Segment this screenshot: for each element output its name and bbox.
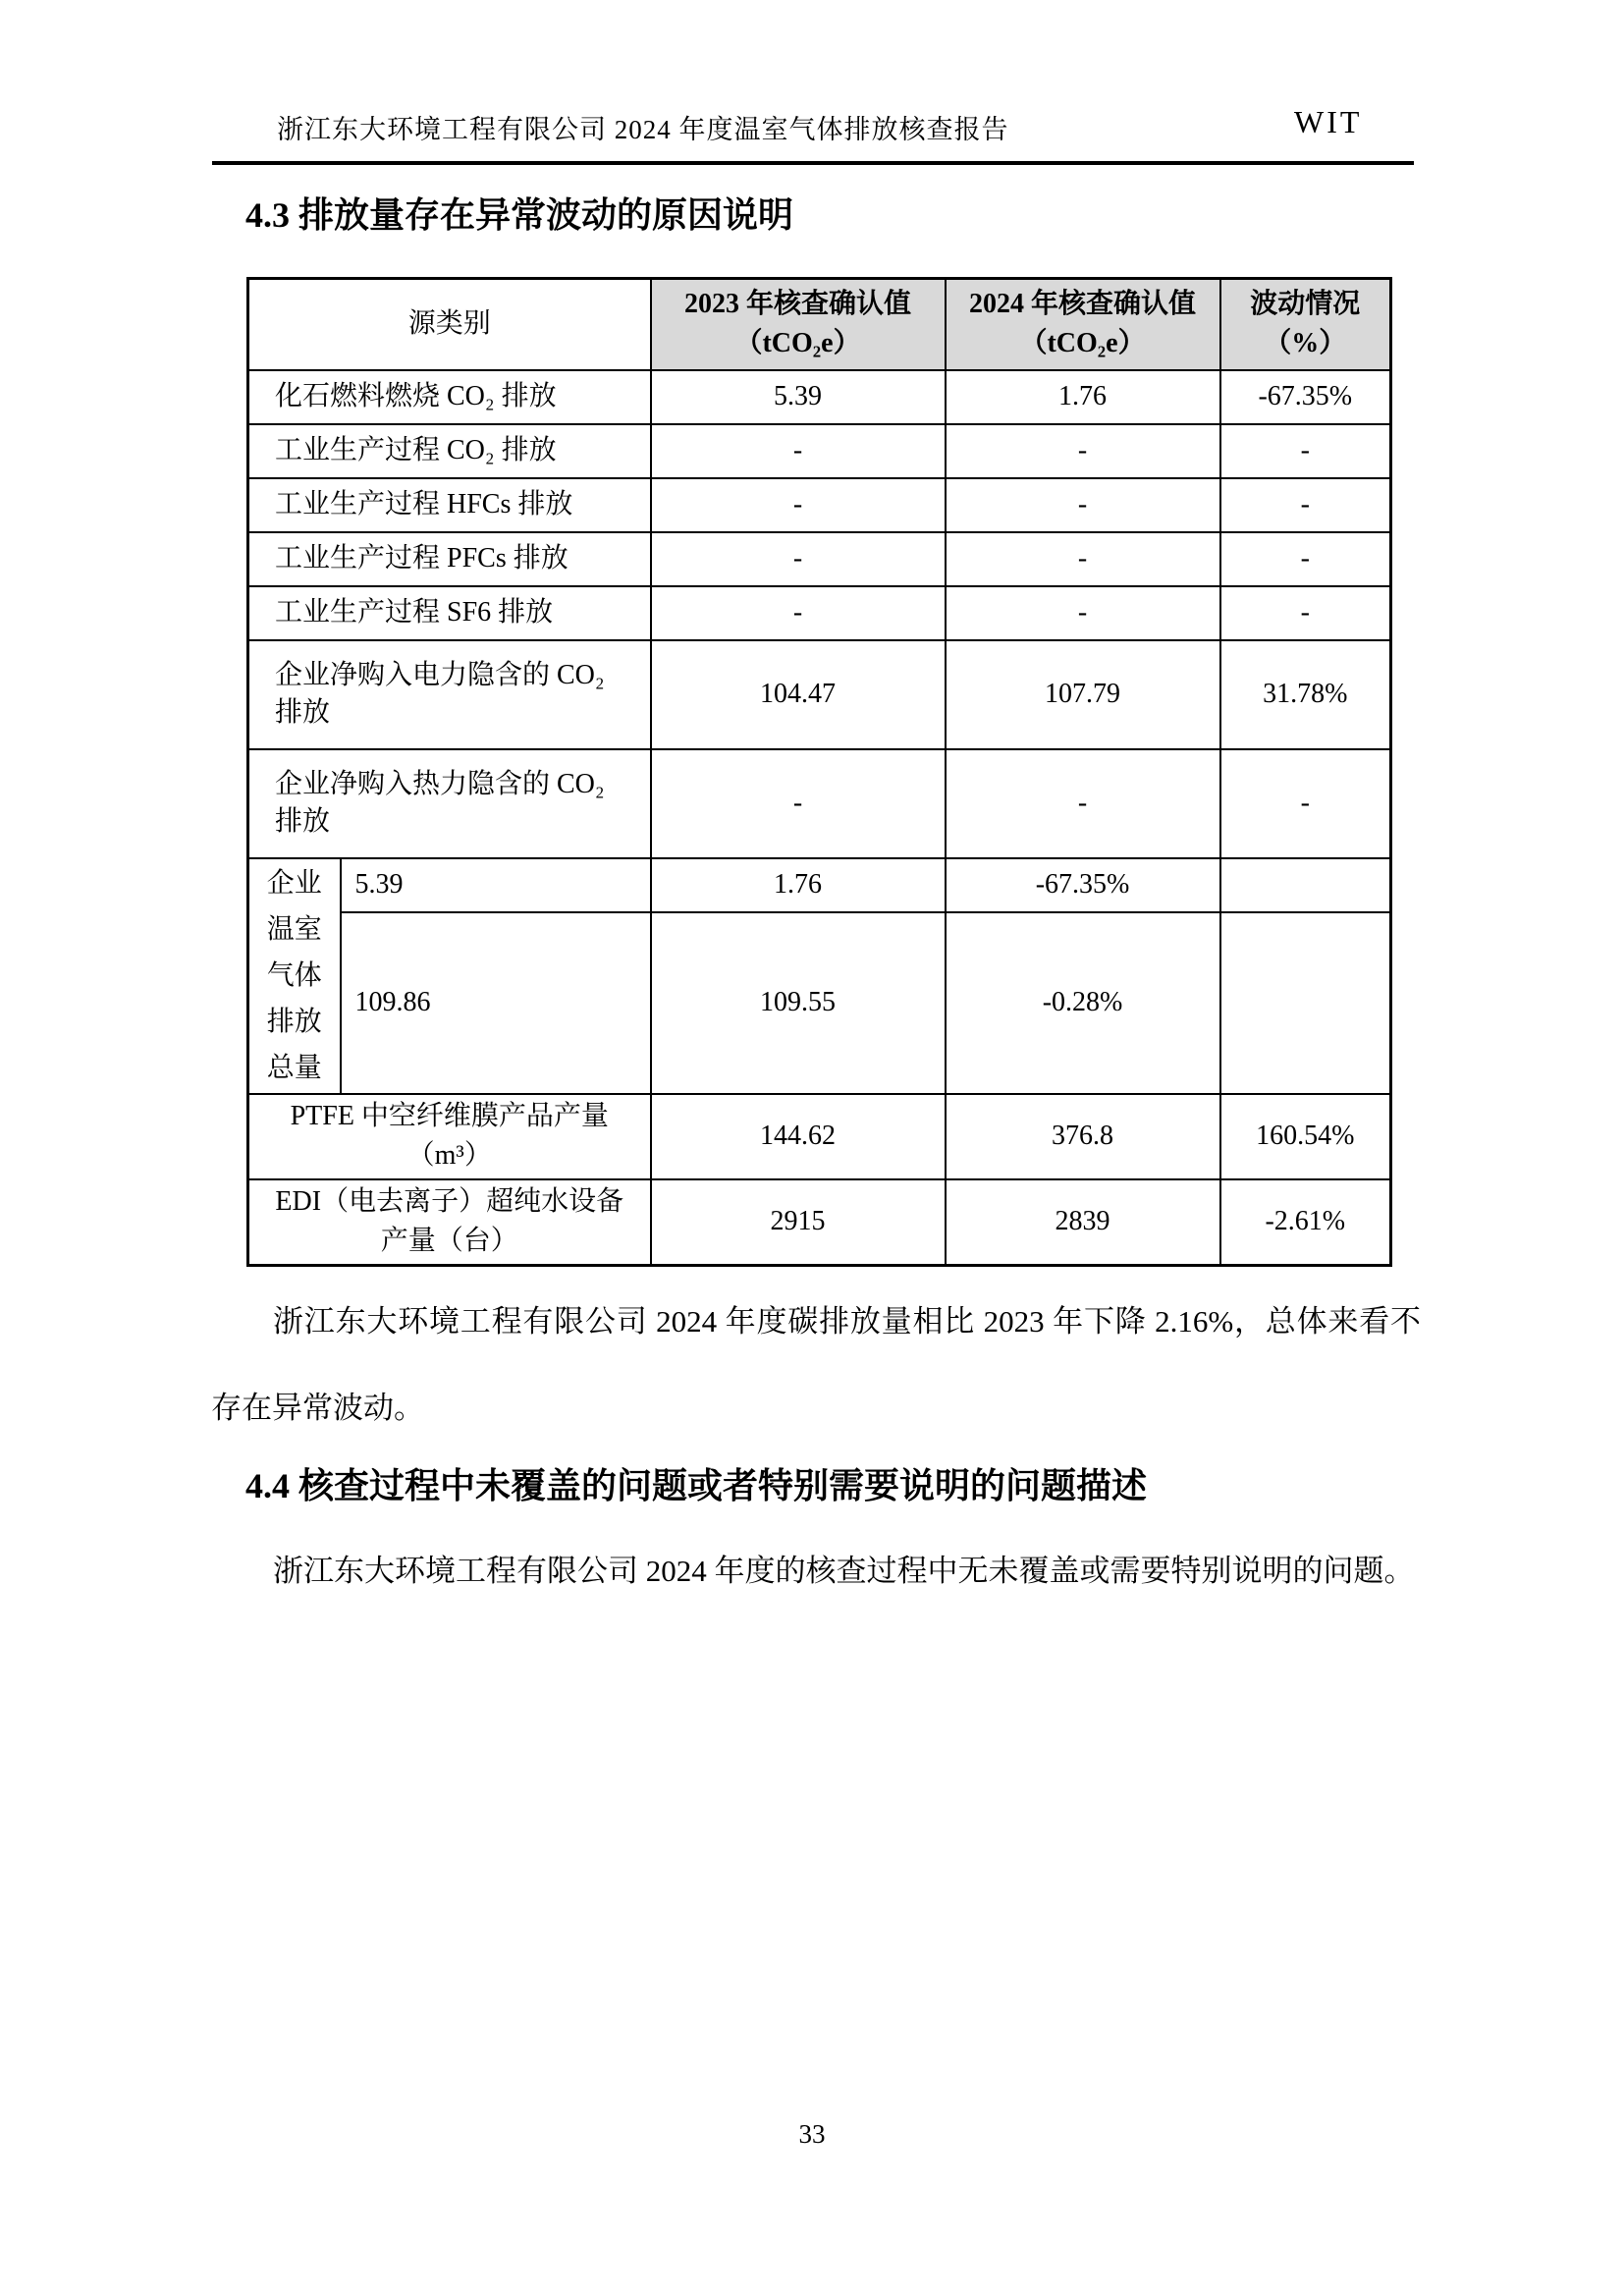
row-label-cell: 化石燃料燃烧 CO₂ 排放 (248, 370, 651, 424)
row-label-cell (248, 1094, 651, 1179)
value-2023-cell: 5.39 (651, 370, 946, 424)
total-block-vertical-label (248, 858, 341, 1094)
value-2023-cell: 2915 (651, 1179, 946, 1266)
document-header-title: 浙江东大环境工程有限公司 2024 年度温室气体排放核查报告 (277, 115, 1009, 144)
total-block-subrow (248, 912, 1391, 1094)
fluctuation-cell: - (1220, 586, 1391, 640)
fluctuation-cell: -2.61% (1220, 1179, 1391, 1266)
total-subrow-cell: 1.76 (651, 858, 946, 912)
edi-label-line2: 产量（台） (380, 1226, 518, 1257)
value-2024-cell: - (946, 749, 1220, 858)
table-row (248, 1094, 1391, 1179)
fluctuation-cell: - (1220, 424, 1391, 478)
value-2023-cell: - (651, 478, 946, 532)
value-2023-cell: - (651, 749, 946, 858)
total-label-line: 总量 (266, 1053, 322, 1083)
header-2023-unit: （tCO₂e） (734, 328, 861, 359)
emission-fluctuation-table (246, 277, 1392, 1267)
fluctuation-cell: - (1220, 532, 1391, 586)
table-row (248, 749, 1391, 858)
row-label-cell: 工业生产过程 HFCs 排放 (248, 478, 651, 532)
header-2024-title: 2024 年核查确认值 (969, 288, 1197, 319)
value-2024-cell: - (946, 478, 1220, 532)
total-label-line: 气体 (266, 960, 322, 991)
total-subrow-cell: -67.35% (946, 858, 1220, 912)
value-2023-cell: - (651, 586, 946, 640)
total-block-subrow (248, 858, 1391, 912)
total-subrow-cell: -0.28% (946, 912, 1220, 1094)
value-2024-cell: 1.76 (946, 370, 1220, 424)
row-label-cell: 企业净购入电力隐含的 CO₂ 排放 (248, 640, 651, 749)
value-2023-cell: 104.47 (651, 640, 946, 749)
total-label-line: 企业 (266, 868, 322, 899)
table-row (248, 478, 1391, 532)
table-row (248, 370, 1391, 424)
table-row (248, 424, 1391, 478)
row-label-cell: 企业净购入热力隐含的 CO₂ 排放 (248, 749, 651, 858)
header-divider (212, 161, 1414, 165)
value-2024-cell: 376.8 (946, 1094, 1220, 1179)
value-2024-cell: - (946, 424, 1220, 478)
total-label-line: 温室 (266, 914, 322, 945)
value-2024-cell: - (946, 532, 1220, 586)
value-2024-cell: - (946, 586, 1220, 640)
fluctuation-cell: - (1220, 749, 1391, 858)
header-2024-unit: （tCO₂e） (1019, 328, 1146, 359)
value-2023-cell: 144.62 (651, 1094, 946, 1179)
header-fluct-title: 波动情况 (1250, 288, 1361, 319)
total-subrow-empty-cell (1220, 912, 1391, 1094)
paragraph-fluctuation-summary: 浙江东大环境工程有限公司 2024 年度碳排放量相比 2023 年下降 2.16%，总体来看不存在异常波动。 (211, 1304, 1421, 1425)
total-subrow-empty-cell (1220, 858, 1391, 912)
ptfe-label-line1: PTFE 中空纤维膜产品产量 (290, 1100, 609, 1131)
table-header-row (248, 279, 1391, 370)
header-cell-source: 源类别 (248, 279, 651, 370)
edi-label-line1: EDI（电去离子）超纯水设备 (275, 1185, 624, 1217)
table-row (248, 640, 1391, 749)
fluctuation-cell: - (1220, 478, 1391, 532)
paragraph-uncovered-issues: 浙江东大环境工程有限公司 2024 年度的核查过程中无未覆盖或需要特别说明的问题。 (273, 1554, 1415, 1588)
header-cell-fluctuation (1220, 279, 1391, 370)
total-subrow-cell: 5.39 (341, 858, 651, 912)
fluctuation-cell: -67.35% (1220, 370, 1391, 424)
header-fluct-unit: （%） (1264, 328, 1347, 359)
fluctuation-cell: 31.78% (1220, 640, 1391, 749)
header-cell-2024 (946, 279, 1220, 370)
table-row (248, 1179, 1391, 1266)
table-row (248, 586, 1391, 640)
value-2024-cell: 107.79 (946, 640, 1220, 749)
section-4-3-heading: 4.3 排放量存在异常波动的原因说明 (245, 195, 794, 235)
table-row (248, 532, 1391, 586)
row-label-cell (248, 1179, 651, 1266)
value-2023-cell: - (651, 532, 946, 586)
total-subrow-cell: 109.55 (651, 912, 946, 1094)
total-label-line: 排放 (266, 1007, 322, 1037)
header-2023-title: 2023 年核查确认值 (684, 288, 912, 319)
row-label-cell: 工业生产过程 SF6 排放 (248, 586, 651, 640)
page-number: 33 (798, 2119, 826, 2149)
document-header-logo: WIT (1294, 104, 1363, 139)
header-cell-2023 (651, 279, 946, 370)
value-2024-cell: 2839 (946, 1179, 1220, 1266)
row-label-cell: 工业生产过程 PFCs 排放 (248, 532, 651, 586)
row-label-cell: 工业生产过程 CO₂ 排放 (248, 424, 651, 478)
fluctuation-cell: 160.54% (1220, 1094, 1391, 1179)
value-2023-cell: - (651, 424, 946, 478)
section-4-4-heading: 4.4 核查过程中未覆盖的问题或者特别需要说明的问题描述 (245, 1466, 1148, 1505)
ptfe-label-line2: （m³） (406, 1140, 492, 1172)
total-subrow-cell: 109.86 (341, 912, 651, 1094)
